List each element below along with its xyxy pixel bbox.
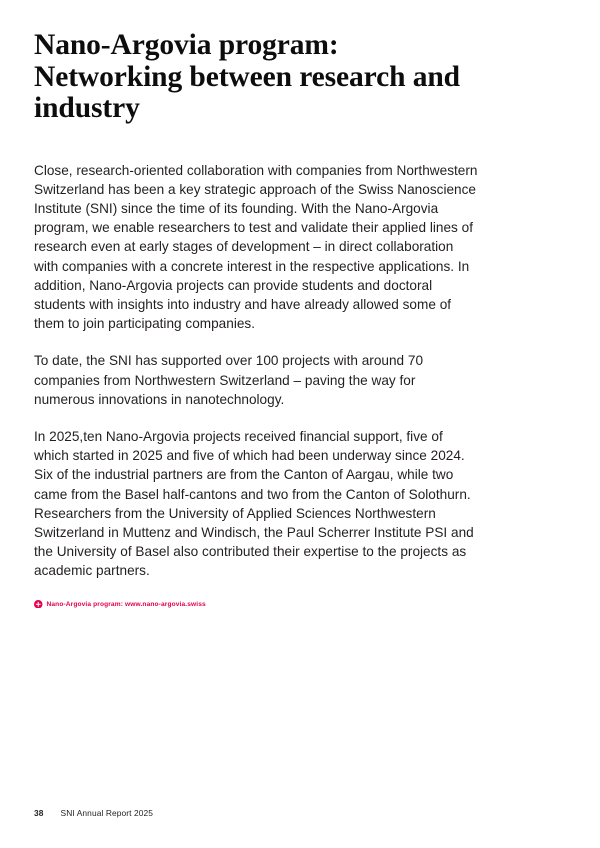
body-paragraph-2: To date, the SNI has supported over 100 projects with around 70 companies from Northwestern Switzerland – paving the way for numerous innovations in nanotechnology.: [34, 353, 424, 407]
footer-label: SNI Annual Report 2025: [60, 808, 154, 818]
page-title: Nano-Argovia program: Networking between research and industry: [34, 29, 460, 124]
footer-page-number: 38: [34, 808, 44, 818]
more-info-link-label: Nano-Argovia program: www.nano-argovia.swiss: [46, 600, 206, 608]
plus-circle-icon: [34, 600, 43, 609]
page-footer: [34, 808, 153, 818]
body-paragraph-1: Close, research-oriented collaboration with companies from Northwestern Switzerland has been a key strategic approach of the Swiss Nanoscience Institute (SNI) since the time of its founding. With the Nano-Argovia program, we enable researchers to test and validate their applied lines of research even at early stages of development – in direct collaboration with companies with a concrete interest in the respective applications. In addition, Nano-Argovia projects can provide students and doctoral students with insights into industry and have already allowed some of them to join participating companies.: [34, 162, 478, 332]
body-paragraph-3: In 2025,ten Nano-Argovia projects received financial support, five of which started in 2025 and five of which had been underway since 2024. Six of the industrial partners are from the Canton of Aargau, while two came from the Basel half-cantons and two from the Canton of Solothurn. Researchers from the University of Applied Sciences Northwestern Switzerland in Muttenz and Windisch, the Paul Scherrer Institute PSI and the University of Basel also contributed their expertise to the projects as academic partners.: [34, 428, 474, 579]
more-info-link[interactable]: [34, 600, 480, 609]
article-content: [34, 30, 480, 609]
